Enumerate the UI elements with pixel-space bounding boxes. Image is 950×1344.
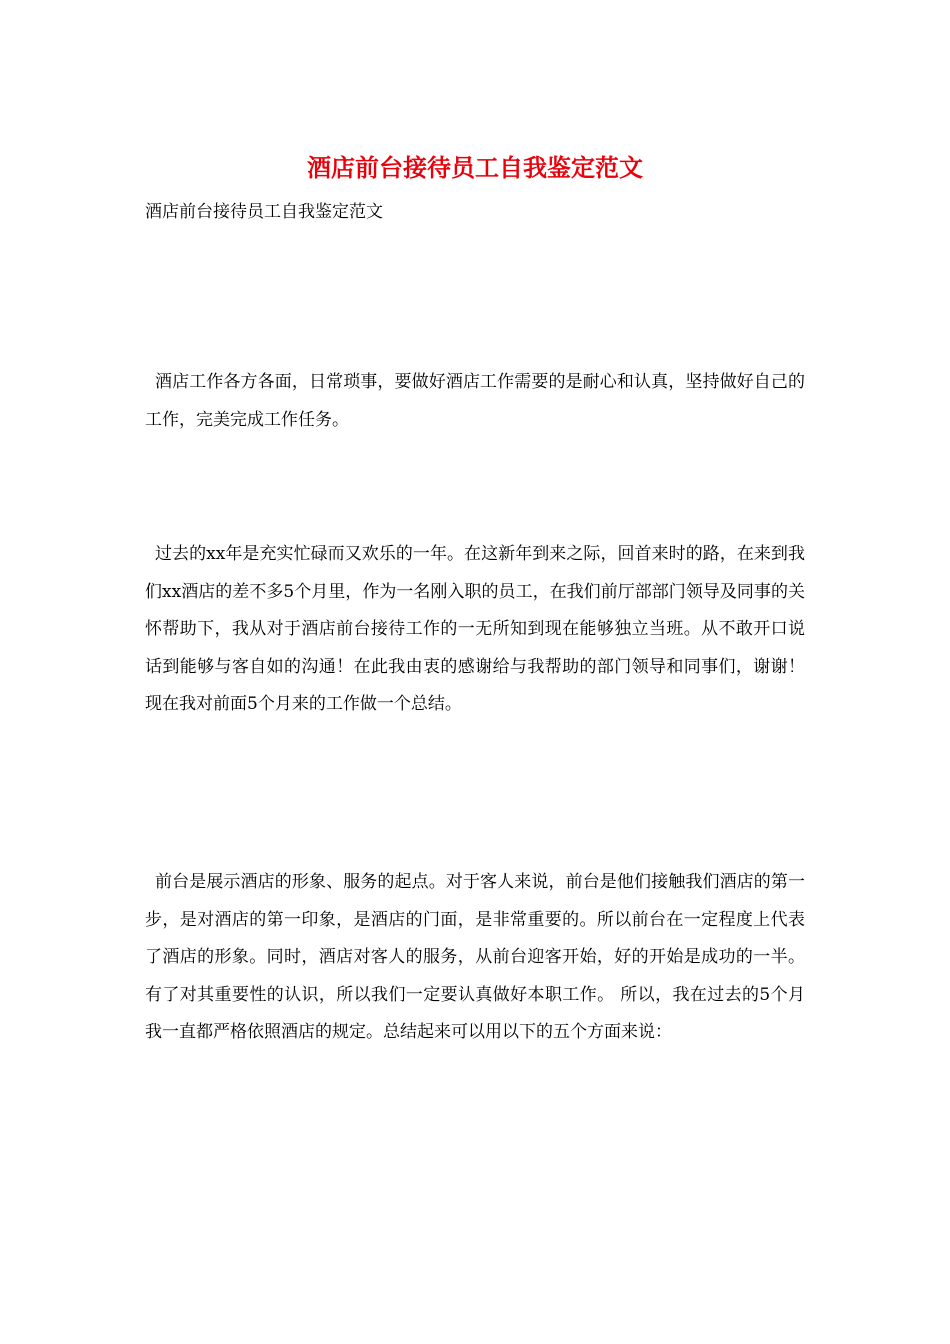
paragraph-2: 过去的xx年是充实忙碌而又欢乐的一年。在这新年到来之际，回首来时的路，在来到我们xx酒店的差不多5个月里，作为一名刚入职的员工，在我们前厅部部门领导及同事的关怀帮助下，我从对于酒店前台接待工作的一无所知到现在能够独立当班。从不敢开口说话到能够与客自如的沟通！在此我由衷的感谢给与我帮助的部门领导和同事们，谢谢！现在我对前面5个月来的工作做一个总结。 — [145, 544, 805, 714]
paragraph-3: 前台是展示酒店的形象、服务的起点。对于客人来说，前台是他们接触我们酒店的第一步，是对酒店的第一印象，是酒店的门面，是非常重要的。所以前台在一定程度上代表了酒店的形象。同时，酒店对客人的服务，从前台迎客开始，好的开始是成功的一半。有了对其重要性的认识，所以我们一定要认真做好本职工作。 所以，我在过去的5个月我一直都严格依照酒店的规定。总结起来可以用以下的五个方面来说： — [145, 872, 805, 1042]
document-title: 酒店前台接待员工自我鉴定范文 — [307, 153, 643, 182]
document-subtitle: 酒店前台接待员工自我鉴定范文 — [145, 202, 383, 222]
paragraph-1: 酒店工作各方各面，日常琐事，要做好酒店工作需要的是耐心和认真，坚持做好自己的工作，完美完成工作任务。 — [145, 372, 805, 430]
